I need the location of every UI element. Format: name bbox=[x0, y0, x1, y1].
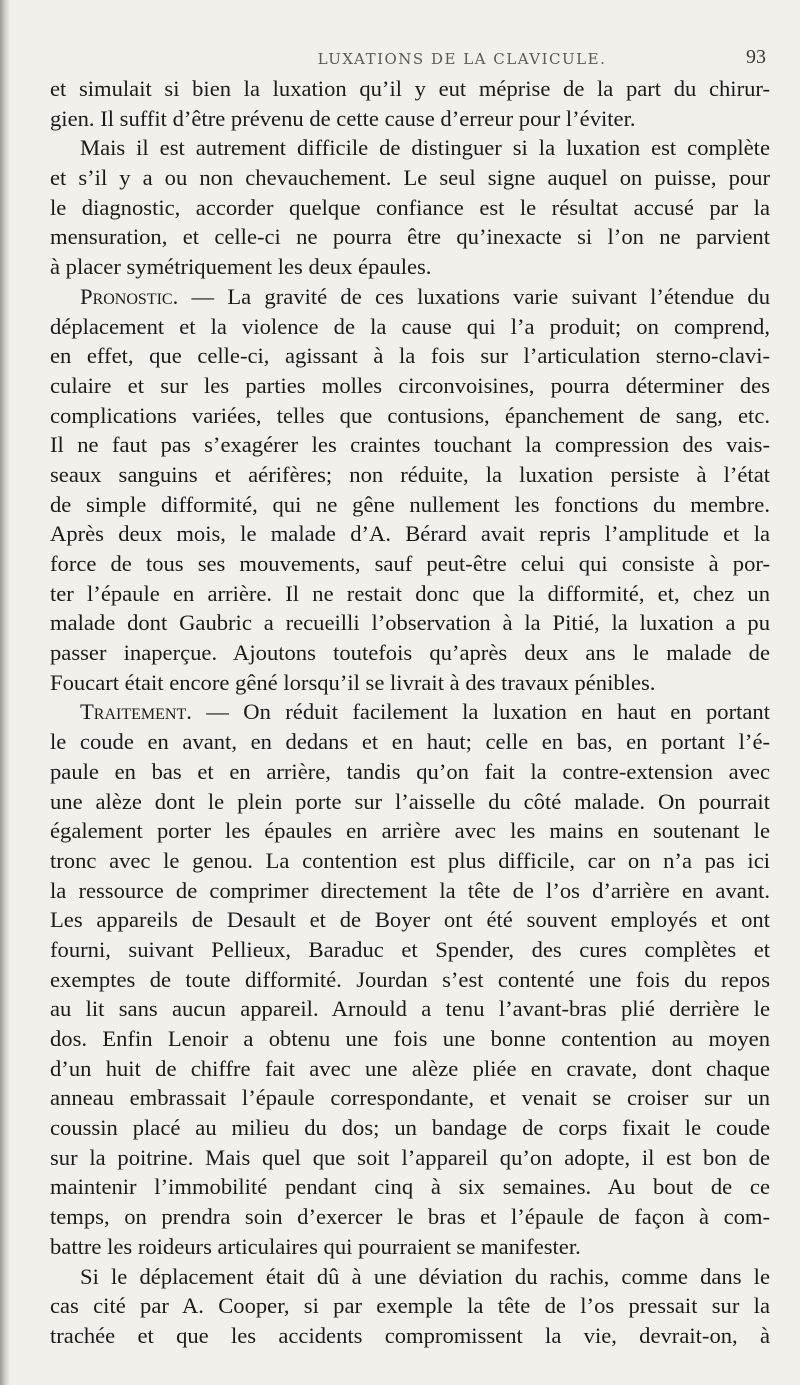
text-line: Il ne faut pas s’exagérer les craintes touchant la compression des vais- bbox=[50, 432, 770, 458]
text-line: Mais il est autrement difficile de distinguer si la luxation est complète bbox=[80, 135, 770, 161]
text-line: et simulait si bien la luxation qu’il y eut méprise de la part du chirur- bbox=[50, 76, 770, 101]
text-line: ter l’épaule en arrière. Il ne restait donc que la difformité, et, chez un bbox=[50, 580, 770, 606]
text-line: le diagnostic, accorder quelque confiance est le résultat accusé par la bbox=[50, 194, 770, 220]
text-line bbox=[50, 282, 770, 312]
text-line: paule en bas et en arrière, tandis qu’on fait la contre-extension avec bbox=[50, 758, 770, 784]
text-line: exemptes de toute difformité. Jourdan s’est contenté une fois du repos bbox=[50, 966, 770, 992]
text-line: Foucart était encore gêné lorsqu’il se livrait à des travaux pénibles. bbox=[50, 669, 656, 695]
running-title: LUXATIONS DE LA CLAVICULE. bbox=[317, 50, 607, 68]
text-line: mensuration, et celle-ci ne pourra être qu’inexacte si l’on ne parvient bbox=[50, 224, 770, 250]
text-line: anneau embrassait l’épaule correspondante, et venait se croiser sur un bbox=[50, 1085, 770, 1111]
text-line: culaire et sur les parties molles circonvoisines, pourra déterminer des bbox=[50, 372, 770, 398]
section-heading-traitement: Traitement. bbox=[80, 699, 192, 725]
text-line: trachée et que les accidents compromissent la vie, devrait-on, à bbox=[50, 1322, 770, 1348]
text-line: une alèze dont le plein porte sur l’aisselle du côté malade. On pourrait bbox=[50, 788, 770, 814]
text-line: de simple difformité, qui ne gêne nullement les fonctions du membre. bbox=[50, 491, 770, 517]
text-line: Si le déplacement était dû à une déviation du rachis, comme dans le bbox=[80, 1263, 770, 1289]
text-line: force de tous ses mouvements, sauf peut-être celui qui consiste à por- bbox=[50, 551, 770, 576]
text-fragment: — On réduit facilement la luxation en haut en portant bbox=[191, 699, 770, 725]
text-line: et s’il y a ou non chevauchement. Le seul signe auquel on puisse, pour bbox=[50, 165, 770, 191]
text-line: à placer symétriquement les deux épaules. bbox=[50, 254, 432, 280]
text-fragment: — La gravité de ces luxations varie suivant l’étendue du bbox=[178, 283, 770, 309]
text-line: complications variées, telles que contusions, épanchement de sang, etc. bbox=[50, 402, 770, 428]
text-line: fourni, suivant Pellieux, Baraduc et Spender, des cures complètes et bbox=[50, 936, 770, 962]
text-line: battre les roideurs articulaires qui pourraient se manifester. bbox=[50, 1233, 581, 1259]
text-line: déplacement et la violence de la cause qui l’a produit; on comprend, bbox=[50, 313, 770, 339]
text-line: au lit sans aucun appareil. Arnould a tenu l’avant-bras plié derrière le bbox=[50, 996, 770, 1022]
text-line: passer inaperçue. Ajoutons toutefois qu’après deux ans le malade de bbox=[50, 640, 770, 666]
text-line bbox=[50, 697, 770, 727]
text-line: sur la poitrine. Mais quel que soit l’appareil qu’on adopte, il est bon de bbox=[50, 1144, 770, 1170]
text-line: en effet, que celle-ci, agissant à la fois sur l’articulation sterno-clavi- bbox=[50, 343, 770, 369]
text-line: également porter les épaules en arrière avec les mains en soutenant le bbox=[50, 818, 770, 844]
text-line: tronc avec le genou. La contention est plus difficile, car on n’a pas ici bbox=[50, 847, 770, 873]
text-line: cas cité par A. Cooper, si par exemple la tête de l’os pressait sur la bbox=[50, 1293, 770, 1319]
text-line: temps, on prendra soin d’exercer le bras et l’épaule de façon à com- bbox=[50, 1204, 770, 1230]
text-line: seaux sanguins et aérifères; non réduite, la luxation persiste à l’état bbox=[50, 461, 770, 487]
page-number: 93 bbox=[746, 46, 766, 68]
text-line: maintenir l’immobilité pendant cinq à six semaines. Au bout de ce bbox=[50, 1174, 770, 1200]
text-line: la ressource de comprimer directement la tête de l’os d’arrière en avant. bbox=[50, 877, 770, 903]
text-line: malade dont Gaubric a recueilli l’observation à la Pitié, la luxation a pu bbox=[50, 610, 770, 636]
text-line: gien. Il suffit d’être prévenu de cette cause d’erreur pour l’éviter. bbox=[50, 105, 636, 131]
page-gutter-shadow bbox=[0, 0, 10, 1385]
text-line: Après deux mois, le malade d’A. Bérard avait repris l’amplitude et la bbox=[50, 521, 770, 547]
text-line: le coude en avant, en dedans et en haut; celle en bas, en portant l’é- bbox=[50, 729, 770, 755]
text-line: Les appareils de Desault et de Boyer ont été souvent employés et ont bbox=[50, 907, 770, 933]
body-text bbox=[50, 74, 770, 1351]
section-heading-pronostic: Pronostic. bbox=[80, 283, 179, 309]
text-line: coussin placé au milieu du dos; un bandage de corps fixait le coude bbox=[50, 1115, 770, 1141]
text-line: d’un huit de chiffre fait avec une alèze pliée en cravate, dont chaque bbox=[50, 1055, 770, 1081]
text-line: dos. Enfin Lenoir a obtenu une fois une bonne contention au moyen bbox=[50, 1026, 770, 1051]
